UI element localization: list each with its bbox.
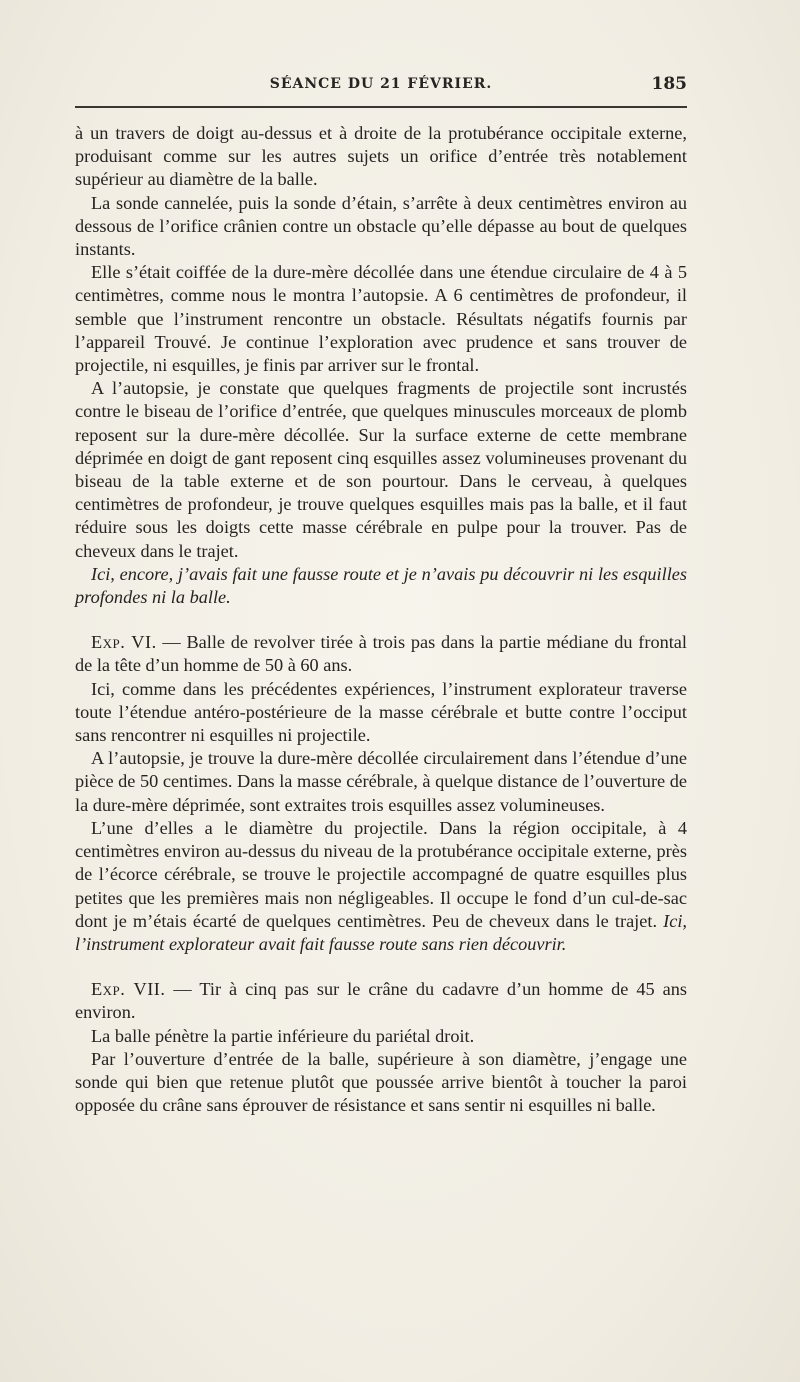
paragraph-text: La sonde cannelée, puis la sonde d’étain, s’arrête à deux centimètres environ au dessous de l’orifice crânien contre un obstacle qu’elle dépasse au bout de quelques instants. [75, 192, 687, 260]
experience-heading-vi [75, 631, 687, 677]
paragraph-text: La balle pénètre la partie inférieure du pariétal droit. [91, 1025, 475, 1046]
paragraph-text: A l’autopsie, je trouve la dure-mère décollée circulairement dans l’étendue d’une pièce de 50 centimes. Dans la masse cérébrale, à quelque distance de l’ouverture de la dure-mère déprimée, sont extraites trois esquilles assez volumineuses. [75, 748, 687, 815]
experience-heading-vii [75, 978, 687, 1024]
page-number: 185 [651, 74, 687, 94]
paragraph [75, 817, 687, 956]
italic-conclusion: Ici, l’instrument explorateur avait fait fausse route sans rien découvrir. [75, 910, 688, 954]
paragraph-text: Elle s’était coiffée de la dure-mère décollée dans une étendue circulaire de 4 à 5 centimètres, comme nous le montra l’autopsie. A 6 centimètres de profondeur, il semble que l’instrument rencontre un obstacle. Résultats négatifs fournis par l’appareil Trouvé. Je continue l’exploration avec prudence et sans trouver de projectile, ni esquilles, je finis par arriver sur le frontal. [75, 262, 687, 376]
paragraph [75, 1025, 687, 1048]
running-title: SÉANCE DU 21 FÉVRIER. [269, 76, 493, 92]
paragraph-text: A l’autopsie, je constate que quelques fragments de projectile sont incrustés contre le biseau de l’orifice d’entrée, que quelques minuscules morceaux de plomb reposent sur la dure-mère décollée. Sur la surface externe de cette membrane déprimée en doigt de gant reposent cinq esquilles assez volumineuses provenant du biseau de la table externe et de son pourtour. Dans le cerveau, à quelques centimètres de profondeur, je trouve quelques esquilles mais pas la balle, et il faut réduire sous les doigts cette masse cérébrale en pulpe pour la trouver. Pas de cheveux dans le trajet. [75, 378, 687, 561]
paragraph-text: — Tir à cinq pas sur le crâne du cadavre d’un homme de 45 ans environ. [75, 979, 688, 1023]
body-text [75, 122, 687, 1117]
paragraph [75, 192, 687, 262]
paragraph [75, 747, 687, 817]
paragraph [75, 377, 687, 563]
paragraph [75, 1048, 687, 1118]
paragraph-text: Par l’ouverture d’entrée de la balle, supérieure à son diamètre, j’engage une sonde qui bien que retenue plutôt que poussée arrive bientôt à toucher la paroi opposée du crâne sans éprouver de résistance et sans sentir ni esquilles ni balle. [75, 1048, 687, 1116]
page-header [75, 74, 687, 100]
italic-conclusion [75, 563, 687, 609]
paragraph [75, 261, 687, 377]
paragraph-text: — Balle de revolver tirée à trois pas dans la partie médiane du frontal de la tête d’un homme de 50 à 60 ans. [75, 632, 687, 676]
experience-label: Exp. VI. [91, 632, 157, 653]
paragraph-continuation [75, 122, 687, 192]
paragraph [75, 678, 687, 748]
paragraph-text: Ici, comme dans les précédentes expériences, l’instrument explorateur traverse toute l’étendue antéro-postérieure de la masse cérébrale et butte contre l’occiput sans rencontrer ni esquilles ni projectile. [75, 678, 687, 746]
paragraph-text: Ici, encore, j’avais fait une fausse route et je n’avais pu découvrir ni les esquilles profondes ni la balle. [75, 563, 687, 608]
paragraph-text: à un travers de doigt au-dessus et à droite de la protubérance occipitale externe, produisant comme sur les autres sujets un orifice d’entrée très notablement supérieur au diamètre de la balle. [75, 123, 687, 190]
paragraph-text: L’une d’elles a le diamètre du projectile. Dans la région occipitale, à 4 centimètres environ au-dessus du niveau de la protubérance occipitale externe, près de l’écorce cérébrale, se trouve le projectile accompagné de quatre esquilles plus petites que les premières mais non négligeables. Il occupe le fond d’un cul-de-sac dont je m’étais écarté de quelques centimètres. Peu de cheveux dans le trajet. [75, 817, 687, 931]
header-rule [75, 106, 687, 108]
experience-label: Exp. VII. [91, 979, 166, 1000]
